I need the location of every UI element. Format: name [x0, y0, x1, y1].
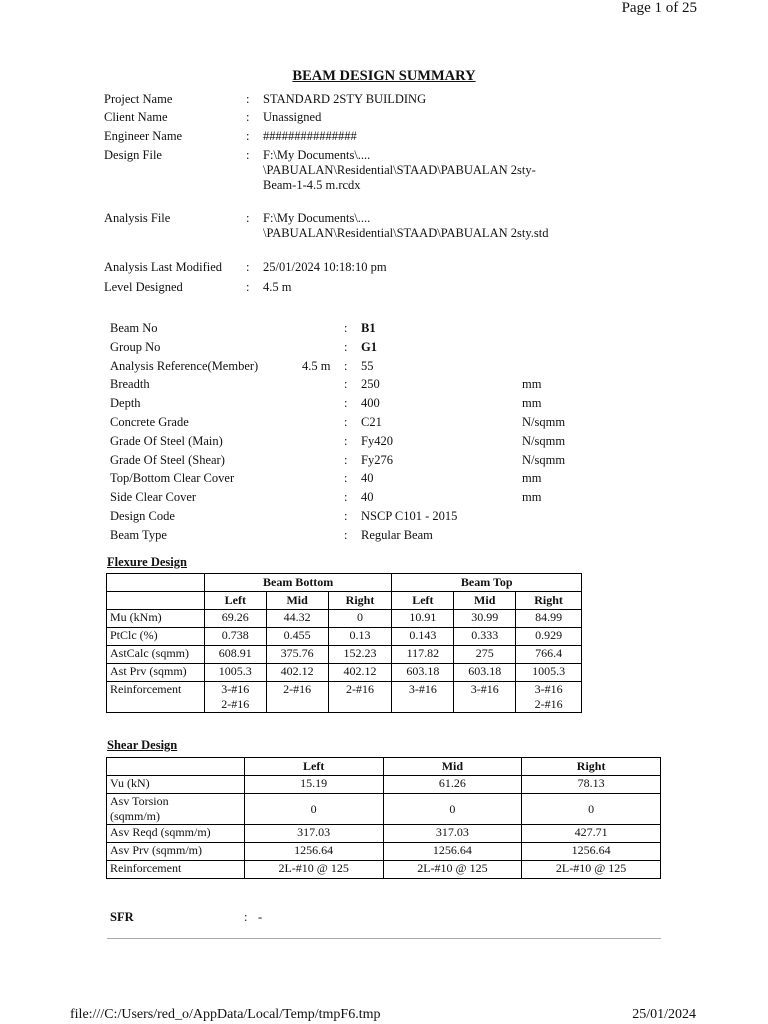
- beam-property-unit: mm: [522, 490, 542, 505]
- field-colon: :: [344, 321, 348, 335]
- shear-row-label: Asv Prv (sqmm/m): [107, 843, 245, 861]
- flexure-cell: 608.91: [204, 646, 266, 664]
- shear-column-header: Right: [522, 758, 661, 776]
- project-field-line: 25/01/2024 10:18:10 pm: [263, 260, 387, 274]
- field-colon: :: [344, 415, 348, 429]
- project-field-line: F:\My Documents\....: [263, 211, 371, 225]
- beam-property-label: Analysis Reference(Member): [110, 358, 259, 373]
- field-colon: :: [246, 110, 250, 124]
- page-title: BEAM DESIGN SUMMARY: [292, 68, 476, 84]
- beam-property-unit: N/sqmm: [522, 433, 566, 448]
- project-field-value: [263, 110, 321, 125]
- flexure-cell: 1005.3: [204, 664, 266, 682]
- footer-file-path: file:///C:/Users/red_o/AppData/Local/Temp/tmpF6.tmp: [70, 1007, 381, 1022]
- table-row: [107, 682, 582, 713]
- shear-corner-cell: [107, 758, 245, 776]
- field-colon: :: [344, 358, 348, 373]
- flexure-cell: 2-#16: [328, 682, 392, 713]
- project-field-line: F:\My Documents\....: [263, 148, 371, 162]
- field-colon: :: [246, 129, 250, 143]
- shear-cell: 61.26: [383, 776, 522, 794]
- flexure-cell: 3-#16 2-#16: [204, 682, 266, 713]
- shear-cell: 1256.64: [383, 843, 522, 861]
- field-colon: :: [344, 527, 348, 542]
- beam-property-value: 400: [361, 396, 380, 411]
- flexure-row-label: Mu (kNm): [107, 610, 205, 628]
- field-colon: :: [344, 339, 348, 354]
- shear-design-table: [106, 757, 661, 879]
- field-colon: :: [344, 396, 348, 411]
- flexure-design-table: [106, 573, 582, 713]
- project-field-label: Client Name: [104, 110, 168, 124]
- flexure-cell: 3-#16: [454, 682, 516, 713]
- beam-property-unit: N/sqmm: [522, 452, 566, 467]
- project-field-line: 4.5 m: [263, 280, 292, 294]
- flexure-row-label: Reinforcement: [107, 682, 205, 713]
- beam-property-label: Group No: [110, 339, 161, 354]
- table-row: [107, 861, 661, 879]
- flexure-cell: 0.929: [516, 628, 582, 646]
- beam-property-label: Beam Type: [110, 527, 167, 542]
- shear-row-label: Vu (kN): [107, 776, 245, 794]
- flexure-cell: 3-#16 2-#16: [516, 682, 582, 713]
- flexure-cell: 3-#16: [392, 682, 454, 713]
- flexure-cell: 0: [328, 610, 392, 628]
- shear-cell: 317.03: [383, 825, 522, 843]
- beam-property-value: 40: [361, 490, 374, 505]
- field-colon: :: [344, 433, 348, 448]
- beam-property-label: Grade Of Steel (Main): [110, 433, 223, 448]
- flexure-cell: 117.82: [392, 646, 454, 664]
- project-field-value: [263, 148, 536, 193]
- flexure-sub-header: Mid: [454, 592, 516, 610]
- table-row: [107, 776, 661, 794]
- project-field-value: [263, 260, 387, 275]
- shear-cell: 2L-#10 @ 125: [383, 861, 522, 879]
- shear-cell: 1256.64: [522, 843, 661, 861]
- flexure-cell: 84.99: [516, 610, 582, 628]
- shear-column-header: Mid: [383, 758, 522, 776]
- beam-property-value: 250: [361, 377, 380, 392]
- table-row: [107, 628, 582, 646]
- flexure-cell: 1005.3: [516, 664, 582, 682]
- flexure-group-header: Beam Top: [392, 574, 582, 592]
- project-field-line: Unassigned: [263, 110, 322, 124]
- field-colon: :: [344, 377, 348, 392]
- shear-design-title: Shear Design: [107, 738, 178, 752]
- flexure-sub-header: Right: [516, 592, 582, 610]
- table-row: [107, 794, 661, 825]
- project-field-label: Analysis Last Modified: [104, 260, 223, 274]
- beam-property-value: NSCP C101 - 2015: [361, 509, 458, 523]
- beam-property-unit: mm: [522, 471, 542, 486]
- sfr-colon: :: [244, 910, 248, 924]
- flexure-cell: 0.333: [454, 628, 516, 646]
- flexure-cell: 766.4: [516, 646, 582, 664]
- field-colon: :: [246, 211, 250, 225]
- project-field-value: [263, 280, 291, 295]
- project-field-line: STANDARD 2STY BUILDING: [263, 92, 427, 106]
- field-colon: :: [246, 148, 250, 162]
- project-field-line: ###############: [263, 129, 357, 143]
- sfr-value: -: [258, 910, 263, 924]
- beam-property-label: Breadth: [110, 377, 150, 392]
- shear-row-label: Reinforcement: [107, 861, 245, 879]
- shear-row-label: Asv Torsion (sqmm/m): [107, 794, 245, 825]
- field-colon: :: [344, 452, 348, 467]
- flexure-cell: 402.12: [266, 664, 328, 682]
- beam-property-label: Concrete Grade: [110, 415, 189, 429]
- shear-cell: 15.19: [244, 776, 383, 794]
- flexure-cell: 0.143: [392, 628, 454, 646]
- flexure-row-label: PtClc (%): [107, 628, 205, 646]
- beam-property-label: Depth: [110, 396, 141, 411]
- beam-property-unit: N/sqmm: [522, 415, 566, 429]
- shear-cell: 317.03: [244, 825, 383, 843]
- flexure-group-header: Beam Bottom: [204, 574, 392, 592]
- flexure-cell: 0.455: [266, 628, 328, 646]
- shear-cell: 0: [244, 794, 383, 825]
- project-field-line: \PABUALAN\Residential\STAAD\PABUALAN 2sty.std: [263, 226, 549, 240]
- beam-property-level: 4.5 m: [302, 358, 331, 373]
- flexure-cell: 275: [454, 646, 516, 664]
- beam-property-value: B1: [361, 321, 376, 335]
- flexure-cell: 30.99: [454, 610, 516, 628]
- beam-property-value: Regular Beam: [361, 527, 433, 542]
- flexure-cell: 603.18: [454, 664, 516, 682]
- beam-property-unit: mm: [522, 377, 542, 392]
- field-colon: :: [246, 260, 250, 274]
- flexure-design-title: Flexure Design: [107, 555, 187, 569]
- flexure-cell: 375.76: [266, 646, 328, 664]
- project-field-line: Beam-1-4.5 m.rcdx: [263, 178, 361, 192]
- flexure-row-label: Ast Prv (sqmm): [107, 664, 205, 682]
- flexure-cell: 0.13: [328, 628, 392, 646]
- shear-cell: 2L-#10 @ 125: [522, 861, 661, 879]
- table-row: [107, 825, 661, 843]
- flexure-cell: 402.12: [328, 664, 392, 682]
- field-colon: :: [344, 490, 348, 505]
- beam-property-value: 55: [361, 358, 374, 373]
- beam-property-label: Top/Bottom Clear Cover: [110, 471, 235, 486]
- beam-property-label: Beam No: [110, 321, 158, 335]
- beam-property-label: Design Code: [110, 509, 175, 523]
- flexure-sub-header: Left: [392, 592, 454, 610]
- shear-cell: 427.71: [522, 825, 661, 843]
- project-field-value: [263, 129, 357, 144]
- beam-property-value: Fy276: [361, 452, 393, 467]
- shear-column-header: Left: [244, 758, 383, 776]
- beam-property-label: Side Clear Cover: [110, 490, 197, 505]
- shear-cell: 0: [522, 794, 661, 825]
- flexure-row-label: AstCalc (sqmm): [107, 646, 205, 664]
- beam-property-value: Fy420: [361, 433, 393, 448]
- footer-date: 25/01/2024: [632, 1007, 696, 1022]
- flexure-cell: 603.18: [392, 664, 454, 682]
- table-row: [107, 664, 582, 682]
- shear-cell: 78.13: [522, 776, 661, 794]
- beam-property-unit: mm: [522, 396, 542, 411]
- flexure-cell: 10.91: [392, 610, 454, 628]
- project-field-value: [263, 92, 426, 107]
- flexure-corner-cell: [107, 592, 205, 610]
- flexure-cell: 2-#16: [266, 682, 328, 713]
- field-colon: :: [246, 92, 250, 106]
- field-colon: :: [344, 471, 348, 486]
- project-field-label: Engineer Name: [104, 129, 183, 143]
- table-row: [107, 610, 582, 628]
- field-colon: :: [344, 509, 348, 523]
- beam-property-value: C21: [361, 415, 382, 429]
- sfr-label: SFR: [110, 910, 134, 924]
- field-colon: :: [246, 280, 250, 294]
- flexure-sub-header: Right: [328, 592, 392, 610]
- project-field-line: \PABUALAN\Residential\STAAD\PABUALAN 2sty-: [263, 163, 536, 177]
- project-field-label: Design File: [104, 148, 162, 162]
- flexure-sub-header: Left: [204, 592, 266, 610]
- project-field-label: Level Designed: [104, 280, 183, 294]
- shear-cell: 1256.64: [244, 843, 383, 861]
- shear-row-label: Asv Reqd (sqmm/m): [107, 825, 245, 843]
- flexure-cell: 0.738: [204, 628, 266, 646]
- flexure-sub-header: Mid: [266, 592, 328, 610]
- shear-cell: 2L-#10 @ 125: [244, 861, 383, 879]
- section-divider: [107, 938, 661, 939]
- flexure-cell: 69.26: [204, 610, 266, 628]
- table-row: [107, 646, 582, 664]
- beam-property-value: G1: [361, 339, 377, 354]
- flexure-cell: 44.32: [266, 610, 328, 628]
- project-field-value: [263, 211, 549, 241]
- table-row: [107, 843, 661, 861]
- page-indicator: Page 1 of 25: [621, 0, 697, 16]
- flexure-corner-cell: [107, 574, 205, 592]
- beam-property-value: 40: [361, 471, 374, 486]
- shear-cell: 0: [383, 794, 522, 825]
- flexure-cell: 152.23: [328, 646, 392, 664]
- project-field-label: Analysis File: [104, 211, 171, 225]
- beam-property-label: Grade Of Steel (Shear): [110, 452, 225, 467]
- project-field-label: Project Name: [104, 92, 173, 106]
